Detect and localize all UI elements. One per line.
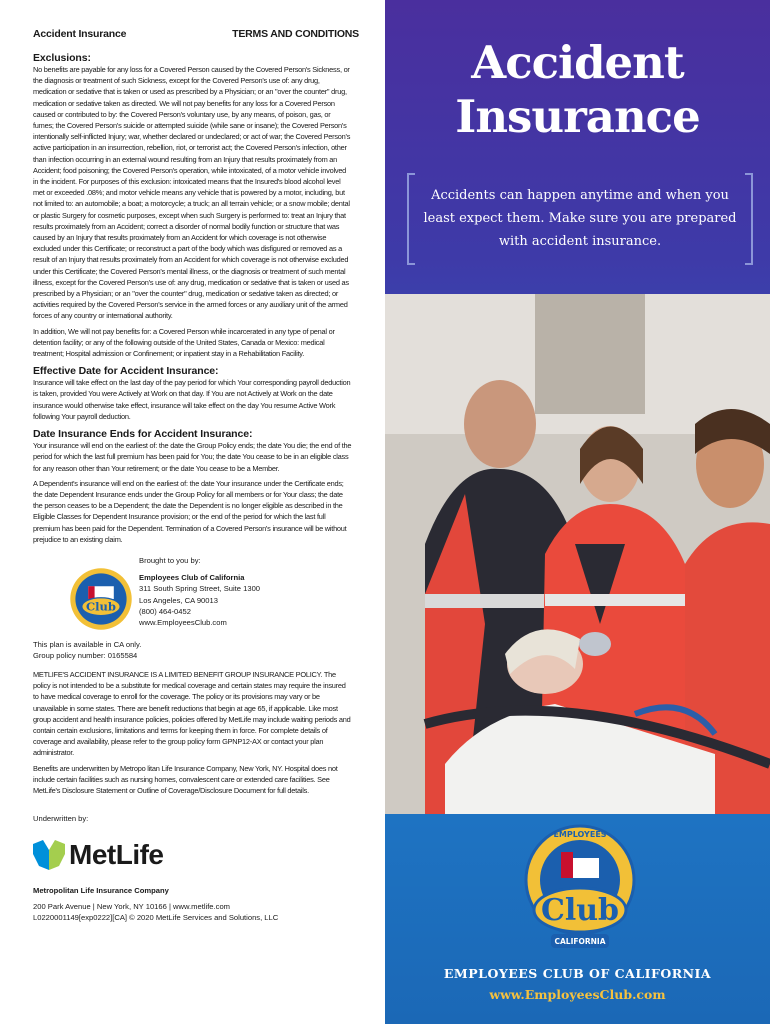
terms-header [33,28,359,40]
effective-heading: Effective Date for Accident Insurance: [33,365,219,378]
group-policy-number: Group policy number: 0165584 [33,650,138,660]
cover-title-line-1: Accident [471,36,684,89]
exclusions-paragraph-2: In addition, We will not pay benefits for: a Covered Person while incarcerated in any type of penal or detention facility; or any of the following outside of the United States, Canada or Mexico: medical treatment; Hospital admission or Confinement; or inpatient stay in a Rehabilitation Facility. [33,326,335,359]
paramedics-scene-image [385,294,770,814]
cover-title-line-2: Insurance [455,90,700,143]
brought-by-block [33,555,359,631]
club-logo-bottom: CALIFORNIA [554,937,606,946]
metlife-wordmark: MetLife [69,839,164,871]
header-terms: TERMS AND CONDITIONS [232,28,359,40]
metlife-mark-icon [33,840,65,870]
metlife-code: L0220001149[exp0222][CA] © 2020 MetLife Services and Solutions, LLC [33,913,279,923]
right-bracket [745,173,753,265]
metlife-company: Metropolitan Life Insurance Company [33,886,169,896]
disclaimer-paragraph-2: Benefits are underwritten by Metropo litan Life Insurance Company, New York, NY. Hospital does not include certain facilities such as nursing homes, convalescent care or extended care facilities. See MetLife's Disclosure Statement or Outline of Coverage/Disclosure Document for full details. [33,763,338,795]
header-title: Accident Insurance [33,28,127,40]
metlife-street: 200 Park Avenue | New York, NY 10166 | www.metlife.com [33,902,230,912]
employees-club-logo [521,824,639,954]
brought-label: Brought to you by: [139,555,201,565]
ends-paragraph-2: A Dependent's insurance will end on the earliest of: the date Your insurance under the Certificate ends; the date Dependent Insurance ends under the Group Policy for all members or for Your class; the date the person ceases to be a Dependent; the date the Dependent is no longer eligible as described in the Eligible Classes for Dependent Insurance provision; or the end of the period for which the last full premium has been paid for the Dependent. Termination of a Covered Person's insurance will be without prejudice to an existing claim. [33,478,347,544]
exclusions-paragraph-1: No benefits are payable for any loss for a Covered Person caused by the Covered Person's Sickness, or the diagnosis or treatment of such Sickness, except for the Covered Person's use of: any drug, medication or sedative that is taken or used as prescribed by a Physician; or an "over the counter" drug, medication or sedative taken as directed. We will not pay benefits for any loss for a Covered Person caused or contributed to by: the Covered Person's voluntary use, by any means, of poison, gas, or fumes; the Covered Person's suicide or attempted suicide (while sane or insane); the Covered Person's intentionally self-inflicted Injury; war, whether declared or undeclared; or act of war; the Covered Person's active participation in an insurrection, rebellion, riot, or terrorist act; the Covered Person's infection, other than infection occurring in an external wound resulting from an Injury that results proximately from an Accident; food poisoning; the Covered Person's operation, while intoxicated, of a motor vehicle involved in the incident. For purposes of this exclusion: intoxicated means that the Insured's blood alcohol level met or exceeded .08%; and motor vehicle means any vehicle that is powered by a motor, including, but not limited to: an automobile; a boat; a motorcycle; a truck; an all terrain vehicle; or a snow mobile; dental or plastic Surgery for cosmetic purposes, except when such Surgery is performed to: treat an Injury that results proximately from an Accident; correct a disorder of normal bodily function or structure that was caused by an Injury that results proximately from an Accident for which coverage is not otherwise excluded under this Certificate; or reconstruct a part of the body which was disfigured or removed as a result of an Injury that results proximately from an Accident for which coverage is not otherwise excluded under this Certificate; the Covered Person's mental illness, or the diagnosis or treatment of such mental illness, except for the Covered Person's use of: any drug, medication or sedative that is taken or used as prescribed by a Physician; or an "over the counter" drug, medication or sedative taken as directed; or activities required by the Covered Person's service in the armed forces or any auxiliary unit of the armed forces of any country or international authority. [33,65,351,321]
plan-availability: This plan is available in CA only. [33,639,142,649]
club-street: 311 South Spring Street, Suite 1300 [139,584,261,594]
club-name: Employees Club of California [139,573,245,583]
svg-text:Club: Club [86,599,116,614]
ends-heading: Date Insurance Ends for Accident Insurance: [33,428,253,441]
effective-paragraph: Insurance will take effect on the last day of the pay period for which Your corresponding payroll deduction is taken, provided You were Actively at Work on that day. If You are not Actively at Work on the date insurance would otherwise take effect, insurance will take effect on the day You resume Active Work following Your payroll deduction. [33,378,351,421]
cover-org-name: EMPLOYEES CLUB OF CALIFORNIA [443,966,712,981]
disclaimer-paragraph-1: METLIFE'S ACCIDENT INSURANCE IS A LIMITED BENEFIT GROUP INSURANCE POLICY. The policy is not intended to be a substitute for medical coverage and certain states may require the insured to have medical coverage to enroll for the coverage. The policy or its provisions may vary or be unavailable in some states. There are benefit reductions that begin at age 65, if applicable. Like most group accident and health insurance policies, policies offered by MetLife may include waiting periods and contain certain exclusions, limitations and terms for keeping them in force. For complete details of coverage and availability, please refer to the group policy form GPNP12-AX or contact your plan administrator. [33,669,351,758]
paramedics-photo [385,294,770,814]
exclusions-heading: Exclusions: [33,52,91,64]
metlife-address [33,885,359,923]
cover-tagline: Accidents can happen anytime and when you least expect them. Make sure you are prepared with accident insurance. [423,188,737,249]
ends-paragraph-1: Your insurance will end on the earliest of: the date the Group Policy ends; the date You die; the end of the period for which the last full premium has been paid for You; the date You cease to be in an eligible class for any reason other than Your retirement; or the date You cease to be a Member. [33,441,352,473]
plan-info [33,639,359,661]
cover-panel [385,0,770,1024]
cover-title [385,36,770,144]
underwritten-label: Underwritten by: [33,814,89,824]
metlife-logo [33,839,359,871]
club-phone: (800) 464-0452 [139,606,191,616]
club-city: Los Angeles, CA 90013 [139,595,218,605]
left-bracket [407,173,415,265]
employees-club-logo-small [69,567,133,631]
club-logo-word: Club [540,893,620,928]
address-block [139,555,260,631]
cover-website-link[interactable]: www.EmployeesClub.com [489,987,666,1002]
club-website-link[interactable]: www.EmployeesClub.com [139,617,227,627]
club-logo-top: EMPLOYEES [553,830,607,839]
